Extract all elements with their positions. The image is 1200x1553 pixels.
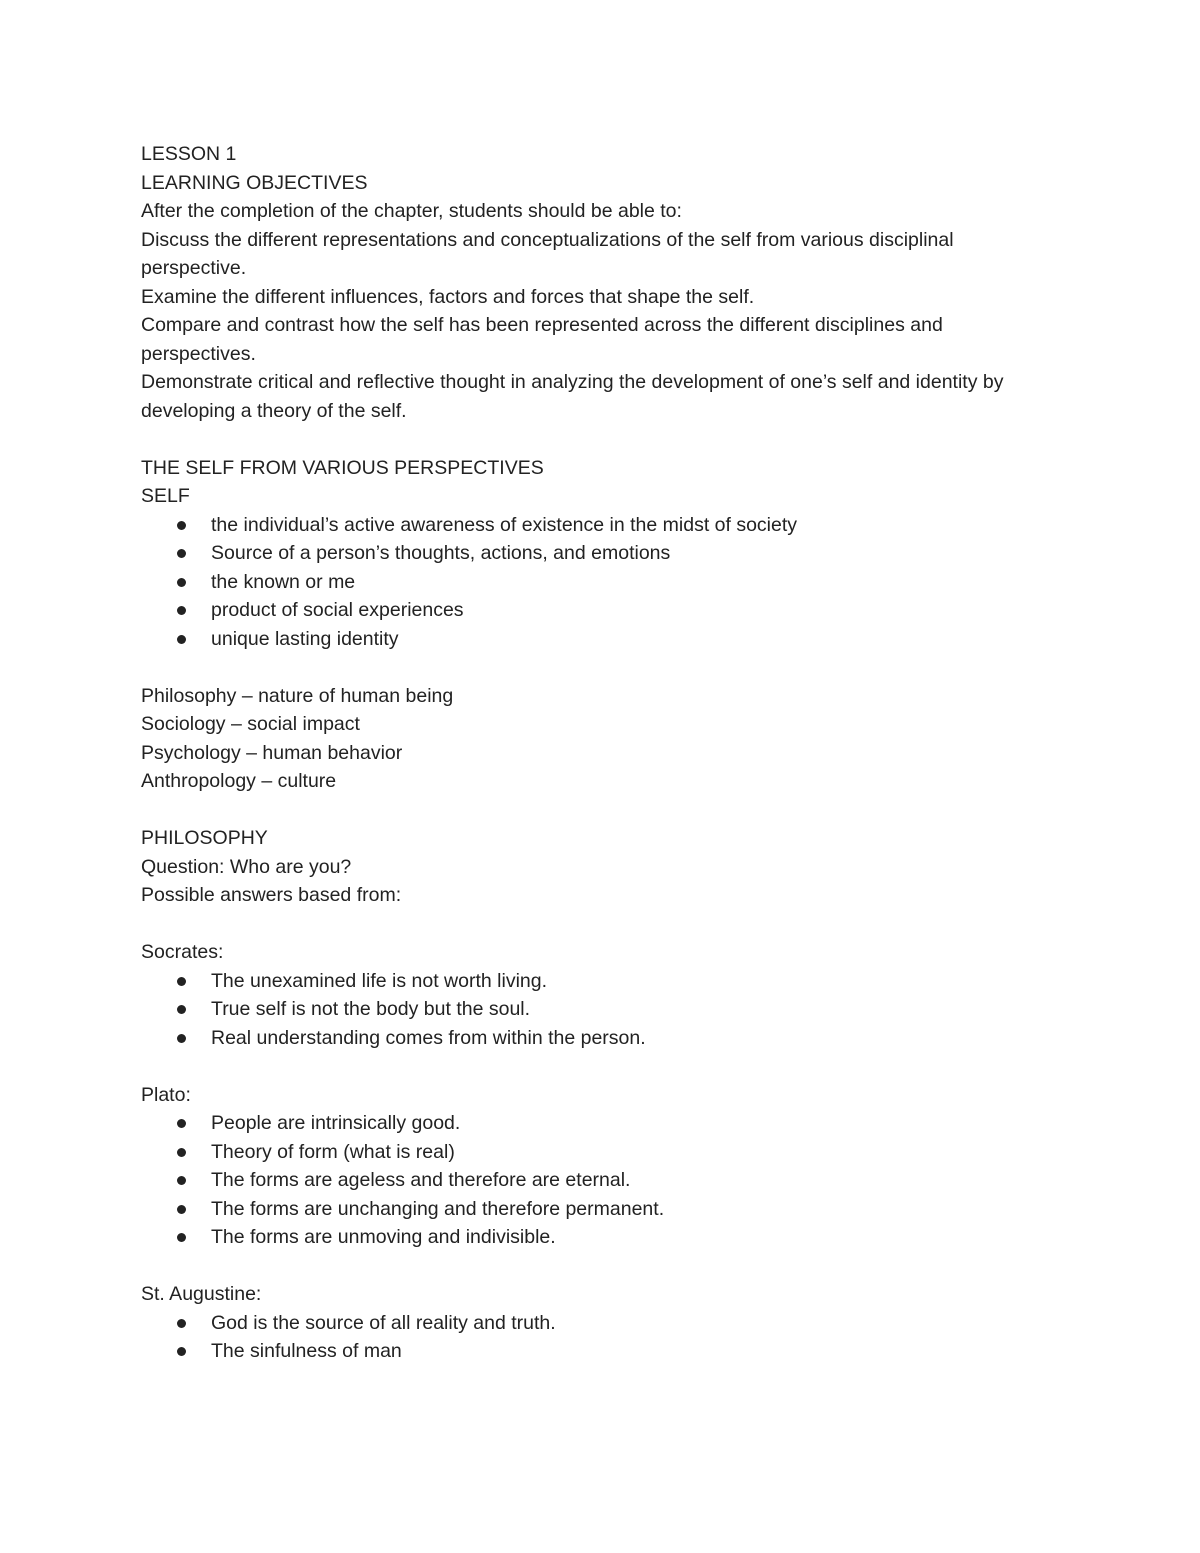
socrates-heading: Socrates:: [141, 941, 224, 963]
list-item: [141, 511, 1061, 540]
list-item-text: True self is not the body but the soul.: [211, 998, 531, 1020]
spacer: [141, 1052, 1061, 1081]
spacer: [141, 653, 1061, 682]
list-item: [141, 1138, 1061, 1167]
list-item-text: unique lasting identity: [211, 627, 399, 650]
plato-heading: Plato:: [141, 1083, 191, 1106]
self-heading: SELF: [141, 485, 190, 507]
list-item: [141, 596, 1061, 625]
spacer: [141, 425, 1061, 454]
philosophy-heading: PHILOSOPHY: [141, 827, 268, 849]
self-bullet-list: [141, 511, 1061, 654]
bullet-icon: [177, 1119, 186, 1128]
list-item-text: God is the source of all reality and truth.: [211, 1311, 556, 1334]
objective-item: Demonstrate critical and reflective thought in analyzing the development of one’s self and identity by developing a theory of the self.: [141, 371, 1004, 422]
list-item: [141, 1166, 1061, 1195]
bullet-icon: [177, 521, 186, 530]
list-item: [141, 539, 1061, 568]
list-item-text: product of social experiences: [211, 599, 464, 621]
bullet-icon: [177, 1233, 186, 1242]
list-item: [141, 1024, 1061, 1053]
bullet-icon: [177, 549, 186, 558]
bullet-icon: [177, 606, 186, 615]
list-item-text: the individual’s active awareness of existence in the midst of society: [211, 513, 798, 536]
list-item-text: The sinfulness of man: [211, 1340, 402, 1362]
bullet-icon: [177, 1005, 186, 1014]
objective-item: Discuss the different representations and conceptualizations of the self from various disciplinal perspective.: [141, 228, 954, 279]
bullet-icon: [177, 977, 186, 986]
list-item: [141, 1337, 1061, 1366]
list-item: [141, 1223, 1061, 1252]
list-item-text: The forms are unmoving and indivisible.: [211, 1226, 556, 1248]
augustine-bullet-list: [141, 1309, 1061, 1366]
question-line: Question: Who are you?: [141, 855, 352, 878]
list-item-text: The forms are unchanging and therefore permanent.: [211, 1197, 665, 1220]
perspectives-heading: THE SELF FROM VARIOUS PERSPECTIVES: [141, 456, 544, 479]
list-item: [141, 1309, 1061, 1338]
list-item: [141, 995, 1061, 1024]
list-item-text: The forms are ageless and therefore are eternal.: [211, 1169, 631, 1191]
list-item: [141, 967, 1061, 996]
bullet-icon: [177, 635, 186, 644]
objectives-intro: After the completion of the chapter, students should be able to:: [141, 200, 682, 222]
bullet-icon: [177, 1205, 186, 1214]
list-item-text: Theory of form (what is real): [211, 1140, 455, 1163]
augustine-heading: St. Augustine:: [141, 1283, 262, 1305]
list-item-text: Real understanding comes from within the person.: [211, 1026, 646, 1049]
discipline-line: Philosophy – nature of human being: [141, 684, 454, 707]
objective-item: Compare and contrast how the self has been represented across the different disciplines and perspectives.: [141, 314, 943, 365]
list-item: [141, 625, 1061, 654]
list-item-text: the known or me: [211, 570, 356, 593]
bullet-icon: [177, 1176, 186, 1185]
spacer: [141, 796, 1061, 825]
list-item-text: The unexamined life is not worth living.: [211, 969, 548, 992]
list-item-text: People are intrinsically good.: [211, 1112, 461, 1134]
discipline-line: Anthropology – culture: [141, 770, 337, 792]
bullet-icon: [177, 578, 186, 587]
bullet-icon: [177, 1347, 186, 1356]
plato-bullet-list: [141, 1109, 1061, 1252]
objective-item: Examine the different influences, factors and forces that shape the self.: [141, 285, 755, 308]
list-item-text: Source of a person’s thoughts, actions, and emotions: [211, 542, 671, 564]
possible-answers-line: Possible answers based from:: [141, 884, 402, 906]
list-item: [141, 1109, 1061, 1138]
spacer: [141, 1252, 1061, 1281]
document-page: [141, 140, 1061, 1366]
discipline-line: Sociology – social impact: [141, 713, 360, 735]
spacer: [141, 910, 1061, 939]
objectives-heading: LEARNING OBJECTIVES: [141, 171, 368, 194]
list-item: [141, 1195, 1061, 1224]
list-item: [141, 568, 1061, 597]
bullet-icon: [177, 1148, 186, 1157]
bullet-icon: [177, 1034, 186, 1043]
discipline-line: Psychology – human behavior: [141, 741, 403, 764]
lesson-title: LESSON 1: [141, 143, 237, 165]
socrates-bullet-list: [141, 967, 1061, 1053]
bullet-icon: [177, 1319, 186, 1328]
